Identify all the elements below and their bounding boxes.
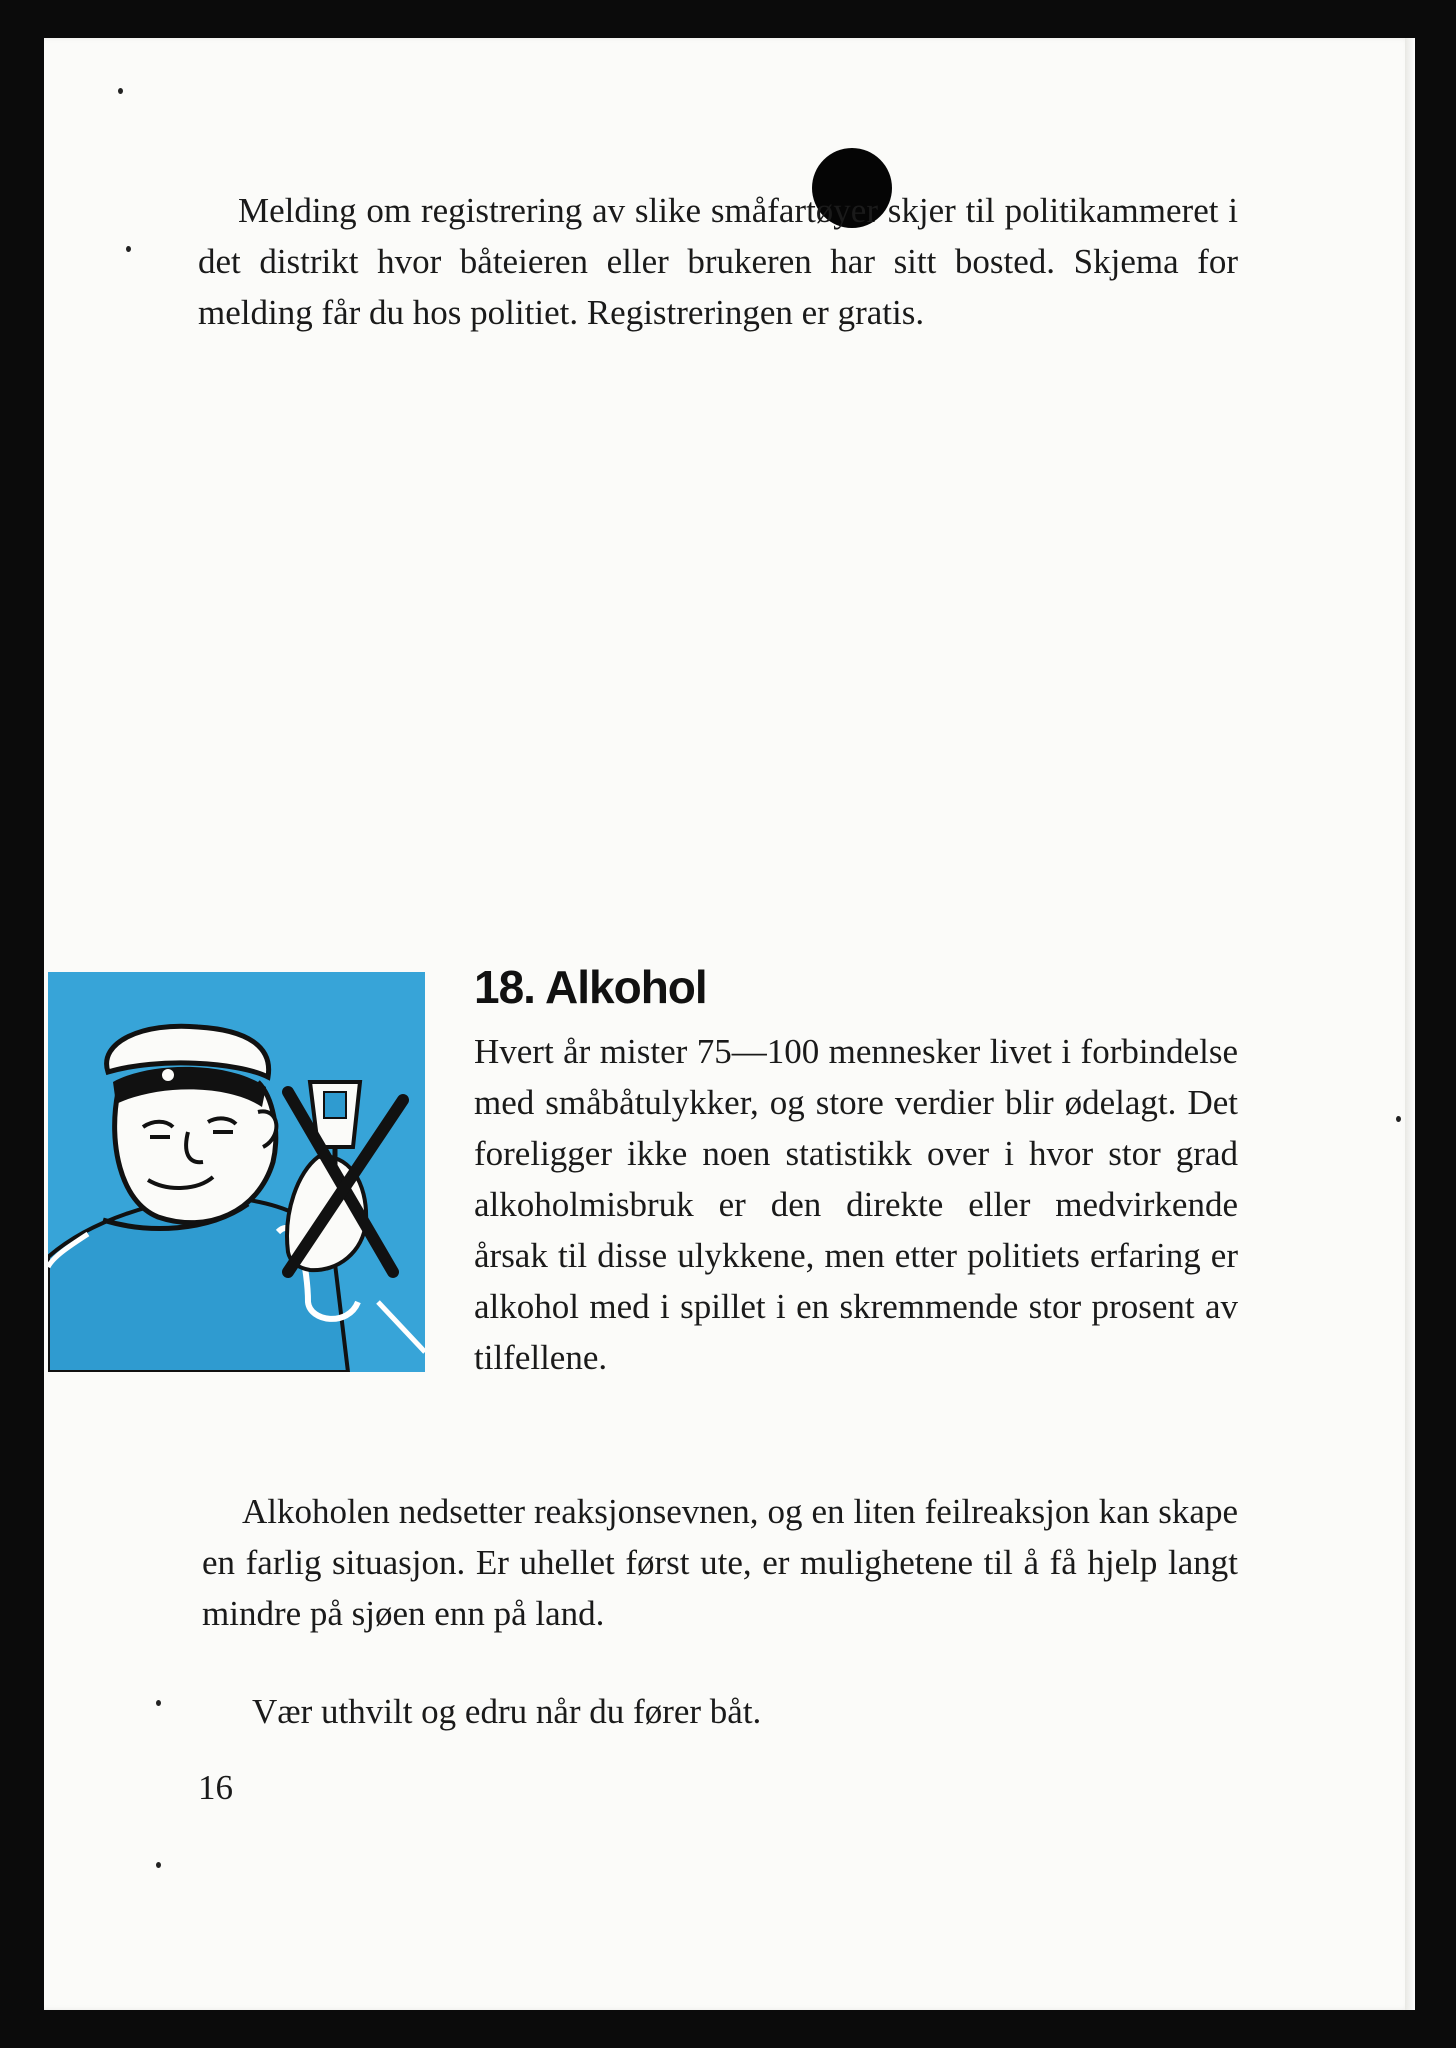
sailor-with-crossed-out-glass-illustration xyxy=(48,972,425,1372)
alcohol-paragraph: Hvert år mister 75—100 mennesker livet i forbindelse med småbåtulykker, og store verdier blir ødelagt. Det foreligger ikke noen statistikk over i hvor stor grad alkoholmisbruk er den direkte eller medvirkende årsak til disse ulykkene, men etter politiets erfaring er alkohol med i spillet i en skremmende stor prosent av tilfellene. xyxy=(474,1032,1238,1377)
sailor-illustration xyxy=(48,972,425,1372)
scan-speck xyxy=(118,88,123,94)
scan-speck xyxy=(156,1862,161,1868)
page-edge xyxy=(1405,38,1415,2010)
reaction-paragraph: Alkoholen nedsetter reaksjonsevnen, og en liten feilreaksjon kan skape en farlig situasjon. Er uhellet først ute, er mulighetene til å få hjelp langt mindre på sjøen enn på land. xyxy=(202,1492,1238,1633)
section-heading: 18. Alkohol xyxy=(474,961,707,1013)
intro-paragraph: Melding om registrering av slike småfartøyer skjer til politikammeret i det distrikt hvor båteieren eller brukeren har sitt bosted. Skjema for melding får du hos politiet. Registreringen er gratis. xyxy=(198,191,1238,332)
scan-speck xyxy=(156,1700,161,1706)
scan-speck xyxy=(1396,1116,1401,1122)
page-number: 16 xyxy=(198,1768,233,1807)
advice-line: Vær uthvilt og edru når du fører båt. xyxy=(252,1692,762,1731)
scan-speck xyxy=(126,246,131,252)
